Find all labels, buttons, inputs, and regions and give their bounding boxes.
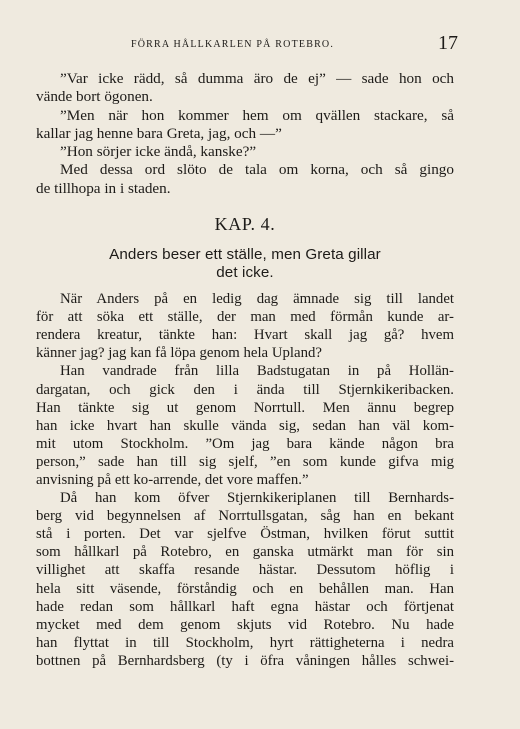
text-line: dargatan, och gick den i ända till Stjernkikeribacken. [36, 381, 454, 398]
text-line: han flyttat in till Stockholm, hyrt rättigheterna i nedra [36, 634, 454, 651]
text-line: villighet att skaffa resande hästar. Dessutom höflig i [36, 562, 454, 579]
text-line: Han vandrade från lilla Badstugatan in på Hollän- [60, 363, 454, 380]
text-line: mycket med dem genom skjuts vid Rotebro. Nu hade [36, 616, 454, 633]
text-line: kallar jag henne bara Greta, jag, och —” [36, 124, 282, 142]
text-line: de tillhopa in i staden. [36, 179, 171, 197]
text-line: vände bort ögonen. [36, 88, 153, 106]
text-line: rendera kreatur, tänkte han: Hvart skall jag gå? hvem [36, 327, 454, 344]
text-line: för att söka ett ställe, der man med förmån kunde ar- [36, 309, 454, 326]
text-line: ”Hon sörjer icke ändå, kanske?” [60, 143, 257, 161]
text-line: Han tänkte sig ut genom Norrtull. Men ännu begrep [36, 399, 454, 416]
text-line: som hållkarl på Rotebro, en ganska utmärkt man för sin [36, 544, 454, 561]
text-line: När Anders på en ledig dag ämnade sig till landet [60, 291, 454, 308]
text-line: person,” sade han till sig sjelf, ”en som kunde gifva mig [36, 453, 454, 470]
page-text [36, 70, 454, 670]
text-line: Med dessa ord slöto de tala om korna, och så gingo [60, 161, 454, 179]
text-line: anvisning på ett ko-arrende, det vore maffen.” [36, 472, 309, 489]
chapter-title-line: det icke. [216, 264, 274, 282]
text-line: känner jag? jag kan få löpa genom hela Upland? [36, 345, 322, 362]
chapter-heading: KAP. 4. [214, 214, 276, 235]
text-line: hade redan som hållkarl haft egna hästar och förtjenat [36, 598, 454, 615]
chapter-title [36, 246, 454, 282]
text-line: berg vid begynnelsen af Norrtullsgatan, såg han en bekant [36, 508, 454, 525]
text-line: stå i porten. Det var sjelfve Östman, hvilken förut suttit [36, 526, 454, 543]
text-line: Då han kom öfver Stjernkikeriplanen till Bernhards- [60, 490, 454, 507]
chapter-title-line: Anders beser ett ställe, men Greta gillar [109, 246, 381, 264]
chapter-body [36, 290, 454, 670]
text-line: hela sitt väsende, förståndig och en behållen man. Han [36, 580, 454, 597]
page-number: 17 [438, 32, 458, 54]
intro-section [36, 70, 454, 198]
text-line: ”Var icke rädd, så dumma äro de ej” — sade hon och [60, 70, 454, 87]
running-header [36, 34, 460, 58]
text-line: bottnen på Bernhardsberg (ty i öfra våningen hålles schwei- [36, 652, 454, 669]
text-line: han icke hvart han skulle vända sig, sedan han väl kom- [36, 417, 454, 434]
text-line: mit utom Stockholm. ”Om jag bara kände någon bra [36, 435, 454, 452]
running-title: FÖRRA HÅLLKARLEN PÅ ROTEBRO. [131, 39, 335, 50]
text-line: ”Men när hon kommer hem om qvällen stackare, så [60, 106, 454, 124]
